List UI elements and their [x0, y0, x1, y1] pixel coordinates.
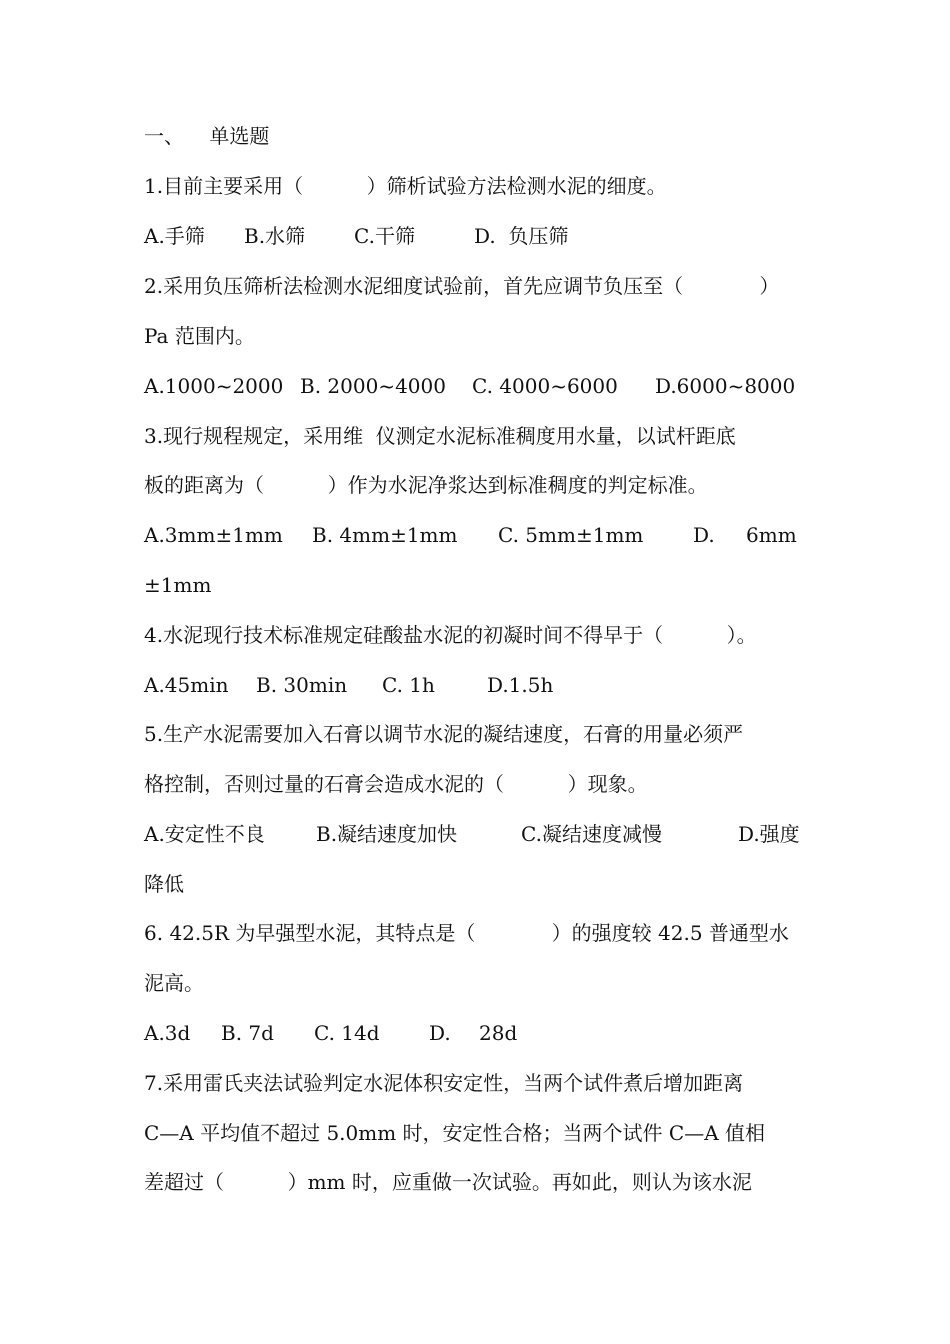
- question-stem-line: 4.水泥现行技术标准规定硅酸盐水泥的初凝时间不得早于（ ）。: [144, 623, 757, 647]
- question-stem-line: 2.采用负压筛析法检测水泥细度试验前，首先应调节负压至（ ）: [144, 274, 780, 298]
- option-b: B. 2000~4000: [300, 374, 446, 398]
- option-a: A.3mm±1mm: [144, 523, 283, 547]
- option-d-continued: ±1mm: [144, 573, 212, 597]
- options-row: [144, 819, 809, 849]
- question-stem-line: 1.目前主要采用（ ）筛析试验方法检测水泥的细度。: [144, 174, 667, 198]
- options-row: [144, 221, 809, 251]
- option-c: C. 1h: [382, 673, 435, 697]
- option-c: C. 4000~6000: [472, 374, 618, 398]
- question-stem-line: 6. 42.5R 为早强型水泥，其特点是（ ）的强度较 42.5 普通型水: [144, 921, 789, 945]
- option-a: A.安定性不良: [144, 822, 265, 846]
- question-stem-line: Pa 范围内。: [144, 324, 255, 348]
- option-d: D.: [693, 523, 715, 547]
- question-stem-line: C—A 平均值不超过 5.0mm 时，安定性合格；当两个试件 C—A 值相: [144, 1121, 766, 1145]
- option-d: D.强度: [738, 822, 800, 846]
- option-a: A.1000~2000: [144, 374, 284, 398]
- option-c: C. 14d: [314, 1021, 380, 1045]
- question-stem-line: 3.现行规程规定，采用维 仪测定水泥标准稠度用水量，以试杆距底: [144, 424, 736, 448]
- option-b: B.水筛: [244, 224, 306, 248]
- option-a: A.45min: [144, 673, 229, 697]
- option-d: D. 负压筛: [474, 224, 569, 248]
- question-stem-line: 7.采用雷氏夹法试验判定水泥体积安定性，当两个试件煮后增加距离: [144, 1071, 744, 1095]
- question-stem-line: 5.生产水泥需要加入石膏以调节水泥的凝结速度，石膏的用量必须严: [144, 722, 744, 746]
- option-a: A.3d: [144, 1021, 191, 1045]
- option-b: B.凝结速度加快: [316, 822, 458, 846]
- options-row-continued: [144, 869, 809, 899]
- option-d: D.: [429, 1021, 451, 1045]
- option-c: C.凝结速度减慢: [521, 822, 662, 846]
- options-row-continued: [144, 570, 809, 600]
- option-d-value: 6mm: [746, 523, 797, 547]
- options-row: [144, 371, 809, 401]
- option-b: B. 7d: [221, 1021, 274, 1045]
- question-stem-line: 板的距离为（ ）作为水泥净浆达到标准稠度的判定标准。: [144, 473, 708, 497]
- option-c: C. 5mm±1mm: [498, 523, 644, 547]
- options-row: [144, 520, 809, 550]
- section-heading: 一、 单选题: [144, 124, 270, 148]
- option-b: B. 4mm±1mm: [312, 523, 458, 547]
- option-b: B. 30min: [256, 673, 348, 697]
- option-a: A.手筛: [144, 224, 205, 248]
- question-stem-line: 泥高。: [144, 971, 204, 995]
- question-stem-line: 格控制，否则过量的石膏会造成水泥的（ ）现象。: [144, 772, 648, 796]
- question-stem-line: 差超过（ ）mm 时，应重做一次试验。再如此，则认为该水泥: [144, 1170, 752, 1194]
- option-d: D.6000~8000: [655, 374, 796, 398]
- option-c: C.干筛: [354, 224, 415, 248]
- option-d-continued: 降低: [144, 872, 184, 896]
- options-row: [144, 1018, 809, 1048]
- options-row: [144, 670, 809, 700]
- option-d-value: 28d: [479, 1021, 518, 1045]
- option-d: D.1.5h: [487, 673, 554, 697]
